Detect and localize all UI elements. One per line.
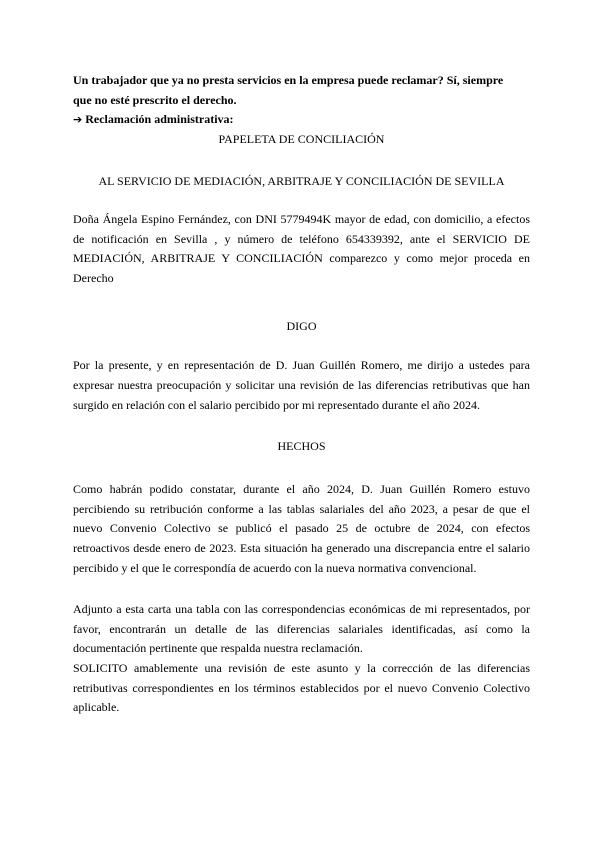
adjunto-paragraph: Adjunto a esta carta una tabla con las correspondencias económicas de mi representados, por favor, encontrarán un detalle de las diferencias salariales identificadas, así como la documentación pertinente que respalda nuestra reclamación.: [73, 602, 530, 656]
solicito-paragraph: SOLICITO amablemente una revisión de este asunto y la corrección de las diferencias retributivas correspondientes en los términos establecidos por el nuevo Convenio Colectivo aplicable.: [73, 660, 530, 715]
digo-paragraph: Por la presente, y en representación de D. Juan Guillén Romero, me dirijo a ustedes para expresar nuestra preocupación y solicitar una revisión de las diferencias retributivas que han surgido en relación con el salario percibido por mi representado durante el año 2024.: [73, 358, 530, 412]
document-title: PAPELETA DE CONCILIACIÓN: [218, 132, 385, 146]
recipient-line: AL SERVICIO DE MEDIACIÓN, ARBITRAJE Y CONCILIACIÓN DE SEVILLA: [98, 174, 505, 188]
digo-heading: DIGO: [286, 319, 317, 334]
section-label: Reclamación administrativa:: [85, 112, 234, 126]
right-arrow-icon: ➔: [73, 113, 83, 126]
hechos-heading: HECHOS: [277, 439, 326, 454]
hechos-paragraph: Como habrán podido constatar, durante el año 2024, D. Juan Guillén Romero estuvo percibiendo su retribución conforme a las tablas salariales del año 2023, a pesar de que el nuevo Convenio Colectivo se publicó el pasado 25 de octubre de 2024, con efectos retroactivos desde enero de 2023. Esta situación ha generado una discrepancia entre el salario percibido y el que le correspondía de acuerdo con la nueva normativa convencional.: [73, 482, 530, 575]
section-label-row: [73, 110, 530, 129]
intro-paragraph: Doña Ángela Espino Fernández, con DNI 5779494K mayor de edad, con domicilio, a efectos de notificación en Sevilla , y número de teléfono 654339392, ante el SERVICIO DE MEDIACIÓN, ARBITRAJE Y CONCILIACIÓN comparezco y como mejor proceda en Derecho: [73, 212, 530, 285]
question-line-1: Un trabajador que ya no presta servicios en la empresa puede reclamar? Sí, siempre: [73, 73, 504, 87]
question-line-2: que no esté prescrito el derecho.: [73, 93, 237, 107]
document-page: [73, 70, 530, 718]
